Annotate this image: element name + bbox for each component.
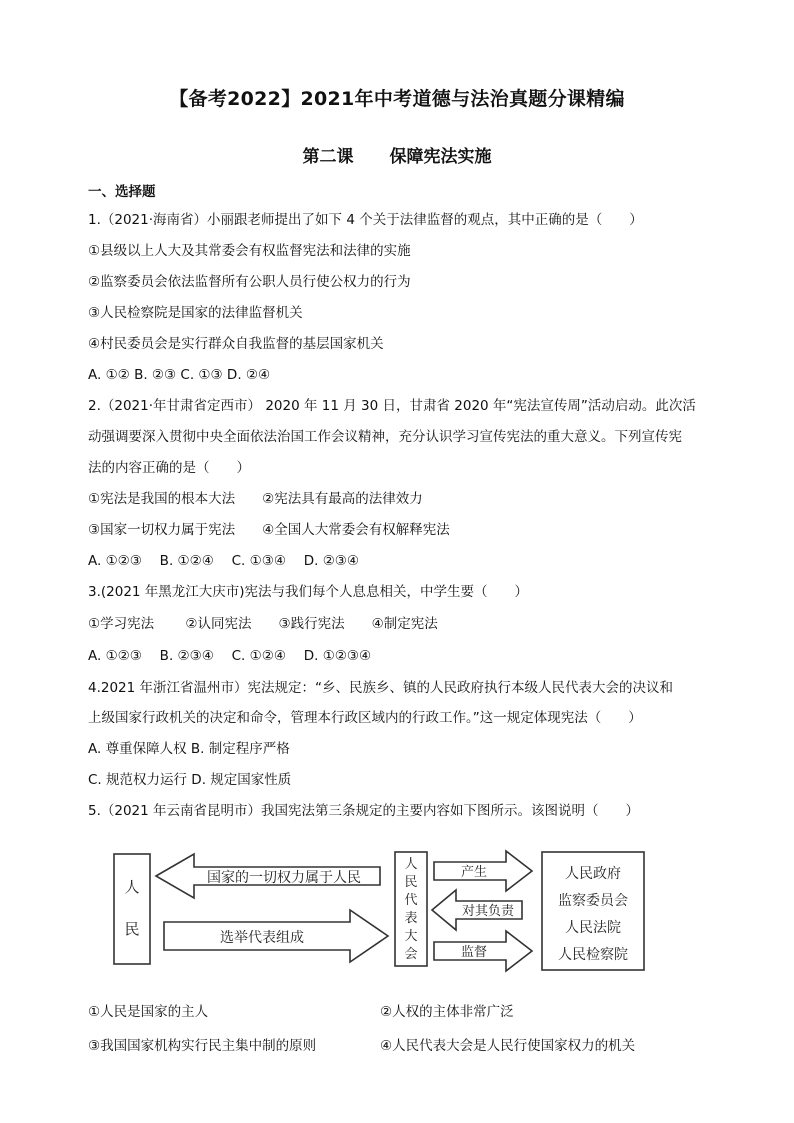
q4-choices-a-b: A. 尊重保障人权 B. 制定程序严格: [88, 741, 290, 757]
organ-supervision: 监察委员会: [558, 893, 628, 909]
organ-procuratorate: 人民检察院: [558, 947, 628, 963]
npc-char-3: 代: [404, 893, 418, 908]
q1-stem: 1.（2021·海南省）小丽跟老师提出了如下 4 个关于法律监督的观点，其中正确的是（ ）: [88, 212, 643, 228]
produce-label: 产生: [460, 865, 488, 880]
q4-stem-line-2: 上级国家行政机关的决定和命令，管理本行政区域内的行政工作。”这一规定体现宪法（ ）: [88, 710, 642, 726]
npc-char-1: 人: [404, 857, 418, 872]
constitution-article-3-diagram: [112, 848, 648, 973]
q5-statement-4: ④人民代表大会是人民行使国家权力的机关: [380, 1038, 636, 1054]
supervise-label: 监督: [460, 945, 488, 960]
npc-char-2: 民: [404, 875, 418, 890]
q2-statements-3-4: ③国家一切权力属于宪法 ④全国人大常委会有权解释宪法: [88, 522, 450, 538]
section-heading: 一、选择题: [88, 184, 156, 200]
organ-court: 人民法院: [565, 920, 621, 936]
lesson-number: 第二课: [302, 147, 354, 167]
q5-statement-3: ③我国国家机构实行民主集中制的原则: [88, 1038, 317, 1054]
q5-statement-2: ②人权的主体非常广泛: [380, 1004, 514, 1020]
q2-stem-line-2: 动强调要深入贯彻中央全面依法治国工作会议精神，充分认识学习宣传宪法的重大意义。下列宣传宪: [88, 429, 682, 445]
q5-statement-1: ①人民是国家的主人: [88, 1004, 209, 1020]
responsible-label: 对其负责: [461, 904, 515, 919]
q1-choices: A. ①② B. ②③ C. ①③ D. ②④: [88, 367, 271, 383]
q3-statements: ①学习宪法 ②认同宪法 ③践行宪法 ④制定宪法: [88, 616, 438, 632]
q2-stem-line-1: 2.（2021·年甘肃省定西市） 2020 年 11 月 30 日，甘肃省 2020 年“宪法宣传周”活动启动。此次活: [88, 398, 696, 414]
q1-statement-2: ②监察委员会依法监督所有公职人员行使公权力的行为: [88, 274, 411, 290]
q2-statements-1-2: ①宪法是我国的根本大法 ②宪法具有最高的法律效力: [88, 491, 423, 507]
q4-choices-c-d: C. 规范权力运行 D. 规定国家性质: [88, 772, 292, 788]
people-char-2: 民: [124, 920, 140, 938]
document-title: 【备考2022】2021年中考道德与法治真题分课精编: [169, 88, 625, 110]
people-char-1: 人: [124, 878, 140, 896]
q1-statement-3: ③人民检察院是国家的法律监督机关: [88, 305, 303, 321]
organ-government: 人民政府: [565, 866, 621, 882]
lesson-name: 保障宪法实施: [389, 147, 492, 167]
q4-stem-line-1: 4.2021 年浙江省温州市）宪法规定：“乡、民族乡、镇的人民政府执行本级人民代表大会的决议和: [88, 680, 674, 696]
lesson-heading: [0, 142, 794, 167]
people-box: [114, 854, 150, 964]
q3-stem: 3.(2021 年黑龙江大庆市)宪法与我们每个人息息相关，中学生要（ ）: [88, 584, 529, 600]
power-belongs-label: 国家的一切权力属于人民: [207, 870, 361, 886]
q2-stem-line-3: 法的内容正确的是（ ）: [88, 460, 250, 476]
q5-stem: 5.（2021 年云南省昆明市）我国宪法第三条规定的主要内容如下图所示。该图说明（ ）: [88, 803, 640, 819]
q5-statements: [88, 1000, 708, 1068]
q1-statement-4: ④村民委员会是实行群众自我监督的基层国家机关: [88, 336, 384, 352]
elect-label: 选举代表组成: [220, 930, 304, 946]
q1-statement-1: ①县级以上人大及其常委会有权监督宪法和法律的实施: [88, 243, 411, 259]
q2-choices: A. ①②③ B. ①②④ C. ①③④ D. ②③④: [88, 553, 360, 569]
npc-char-6: 会: [404, 947, 418, 962]
npc-char-4: 表: [404, 911, 418, 926]
npc-char-5: 大: [404, 929, 418, 944]
q3-choices: A. ①②③ B. ②③④ C. ①②④ D. ①②③④: [88, 648, 372, 664]
